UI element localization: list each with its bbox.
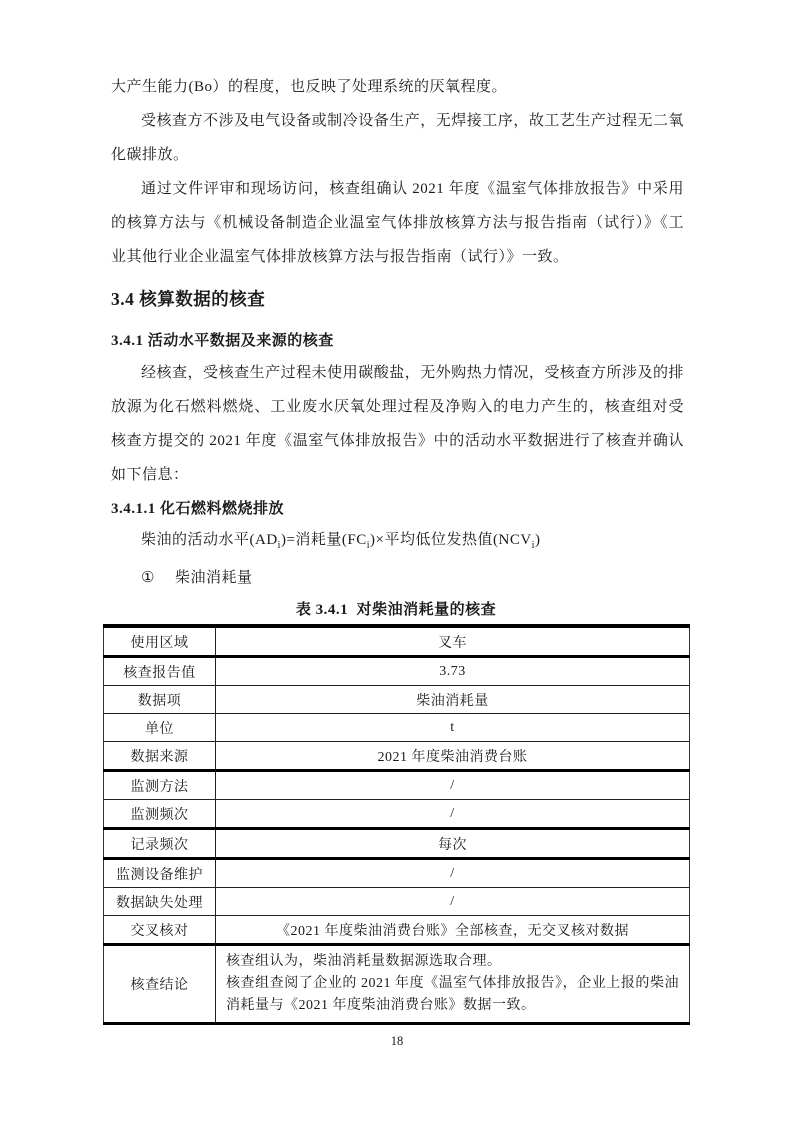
- row-label: 核查结论: [104, 945, 216, 1024]
- table-row: [104, 657, 690, 686]
- table-row: [104, 686, 690, 714]
- heading-3-4-1: 3.4.1 活动水平数据及来源的核查: [111, 333, 334, 349]
- document-page: [111, 70, 684, 1025]
- verification-table-section: [103, 596, 689, 1025]
- heading-3-4-1-1: 3.4.1.1 化石燃料燃烧排放: [111, 501, 285, 517]
- row-value: /: [216, 859, 690, 888]
- row-value: 叉车: [216, 626, 690, 657]
- row-value: /: [216, 888, 690, 916]
- conclusion-line: 核查组查阅了企业的 2021 年度《温室气体排放报告》，企业上报的柴油消耗量与《2021 年度柴油消费台账》数据一致。: [226, 976, 679, 1013]
- table-row: [104, 742, 690, 771]
- paragraph-methodology: 通过文件评审和现场访问，核查组确认 2021 年度《温室气体排放报告》中采用的核算方法与《机械设备制造企业温室气体排放核算方法与报告指南（试行）》《工业其他行业企业温室气体排放核算方法与报告指南（试行）》一致。: [111, 181, 684, 265]
- list-item-diesel-consumption: [111, 562, 684, 594]
- conclusion-line: 核查组认为，柴油消耗量数据源选取合理。: [226, 954, 502, 969]
- table-row: [104, 626, 690, 657]
- row-value: /: [216, 771, 690, 800]
- row-label: 监测频次: [104, 800, 216, 829]
- table-row: [104, 800, 690, 829]
- row-label: 监测方法: [104, 771, 216, 800]
- row-value: t: [216, 714, 690, 742]
- formula-part: )=消耗量(FC: [280, 532, 367, 548]
- row-label: 监测设备维护: [104, 859, 216, 888]
- row-label: 交叉核对: [104, 916, 216, 945]
- row-label: 使用区域: [104, 626, 216, 657]
- row-value: 柴油消耗量: [216, 686, 690, 714]
- circled-one-marker: ①: [141, 570, 155, 586]
- paragraph-activity-data: 经核查，受核查生产过程未使用碳酸盐，无外购热力情况，受核查方所涉及的排放源为化石燃料燃烧、工业废水厌氧处理过程及净购入的电力产生的，核查组对受核查方提交的 2021 年度《温室气体排放报告》中的活动水平数据进行了核查并确认如下信息：: [111, 365, 684, 483]
- row-label: 数据来源: [104, 742, 216, 771]
- row-label: 记录频次: [104, 829, 216, 859]
- table-row: [104, 859, 690, 888]
- formula-subscript: i: [531, 540, 535, 551]
- formula-subscript: i: [366, 540, 371, 551]
- conclusion-value: [216, 945, 690, 1024]
- formula-part: )×平均低位发热值(NCV: [370, 532, 532, 548]
- row-value: 3.73: [216, 657, 690, 686]
- formula-part: ): [534, 532, 541, 548]
- row-value: 2021 年度柴油消费台账: [216, 742, 690, 771]
- table-row: [104, 916, 690, 945]
- diesel-consumption-verification-table: [103, 624, 690, 1025]
- row-value: /: [216, 800, 690, 829]
- diesel-activity-formula: [111, 524, 684, 562]
- formula-part: 柴油的活动水平(AD: [141, 532, 278, 548]
- heading-3-4: 3.4 核算数据的核查: [111, 289, 266, 309]
- paragraph-process-emissions: 受核查方不涉及电气设备或制冷设备生产，无焊接工序，故工艺生产过程无二氧化碳排放。: [111, 113, 684, 163]
- table-caption: 表 3.4.1 对柴油消耗量的核查: [295, 602, 497, 618]
- table-row: [104, 888, 690, 916]
- row-label: 单位: [104, 714, 216, 742]
- row-label: 数据缺失处理: [104, 888, 216, 916]
- row-value: 《2021 年度柴油消费台账》全部核查，无交叉核对数据: [216, 916, 690, 945]
- row-label: 核查报告值: [104, 657, 216, 686]
- formula-subscript: i: [277, 540, 281, 551]
- row-value: 每次: [216, 829, 690, 859]
- paragraph-continuation: 大产生能力(Bo）的程度，也反映了处理系统的厌氧程度。: [111, 79, 508, 95]
- page-number: 18: [390, 1034, 404, 1048]
- table-row: [104, 714, 690, 742]
- table-row-conclusion: [104, 945, 690, 1024]
- table-row: [104, 771, 690, 800]
- list-item-label: 柴油消耗量: [174, 570, 253, 586]
- row-label: 数据项: [104, 686, 216, 714]
- table-row: [104, 829, 690, 859]
